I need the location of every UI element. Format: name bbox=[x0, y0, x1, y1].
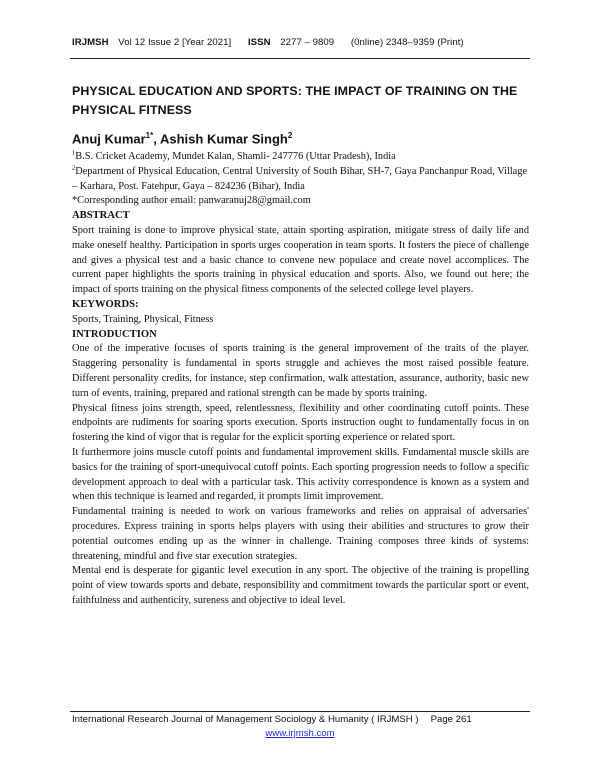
abstract-heading: ABSTRACT bbox=[72, 210, 130, 222]
affiliation-2 bbox=[72, 165, 529, 195]
journal-abbrev: IRJMSH bbox=[72, 37, 109, 48]
title-part-1: PHYSICAL EDUCATION AND SPORTS: bbox=[72, 84, 306, 98]
issn-online-print: (0nline) 2348–9359 (Print) bbox=[350, 37, 464, 48]
author-separator: , bbox=[153, 131, 160, 147]
paper-title bbox=[72, 82, 532, 120]
intro-paragraph-4: Fundamental training is needed to work on various frameworks and relies on appraisal of adversaries' procedures. Express training in sports helps players with using their abilities and structures to grow their potential outcomes ending up as the winner in challenge. Training composes three kinds of systems: threatening, mindful and five star execution strategies. bbox=[72, 506, 529, 562]
introduction-heading: INTRODUCTION bbox=[72, 328, 157, 340]
affiliation-1-mark: 1 bbox=[72, 149, 76, 157]
affiliation-1 bbox=[72, 150, 529, 165]
header-rule bbox=[70, 58, 530, 59]
abstract-text: Sport training is done to improve physical state, attain sporting aspiration, mitigate stress of daily life and make oneself healthy. Participation in sports urges cooperation in team sports. It fosters the piece of challenge and gives a physical test and a basic chance to convene new populace and create novel accomplices. The current paper highlights the sports training in physical education and sports. Also, we found out here; the impact of sports training on the physical fitness components of the selected college level players. bbox=[72, 224, 529, 296]
author-2: Ashish Kumar Singh bbox=[159, 131, 288, 147]
affiliation-2-mark: 2 bbox=[72, 164, 76, 172]
journal-url-link[interactable]: www.irjmsh.com bbox=[265, 728, 335, 739]
running-footer bbox=[72, 714, 532, 725]
footer-rule bbox=[70, 711, 530, 712]
intro-paragraph-3: It furthermore joins muscle cutoff points and fundamental improvement skills. Fundamental muscle skills are basics for the training of sport-unequivocal cutoff points. Each sporting progression needs to follow a specific development approach to deal with a particular task. This activity correspondence is known as a system and when this technique is learned and regarded, it prompts limit improvement. bbox=[72, 446, 529, 503]
author-1: Anuj Kumar bbox=[72, 131, 146, 147]
issn-number: 2277 – 9809 bbox=[280, 37, 335, 48]
affiliation-2-text: Department of Physical Education, Central University of South Bihar, SH-7, Gaya Panchanpur Road, Village – Karhara, Post. Fatehpur, Gaya – 824236 (Bihar), India bbox=[72, 165, 528, 192]
running-header bbox=[72, 37, 542, 48]
issn-label: ISSN bbox=[247, 37, 271, 48]
keywords-heading: KEYWORDS: bbox=[72, 298, 139, 310]
volume-issue: Vol 12 Issue 2 [Year 2021] bbox=[118, 37, 232, 48]
keywords-text: Sports, Training, Physical, Fitness bbox=[72, 313, 214, 325]
intro-paragraph-1: One of the imperative focuses of sports training is the general improvement of the traits of the player. Staggering personality is fundamental in sports struggle and achieves the most raised possible feature. Different personality credits, for instance, step confirmation, walk attestation, assurance, authority, basic new turn of events, training, prepared and rational strength can be made by sports training. bbox=[72, 343, 529, 399]
title-part-2: THE IMPACT OF TRAINING ON THE PHYSICAL FITNESS bbox=[72, 84, 518, 117]
intro-paragraph-2: Physical fitness joins strength, speed, relentlessness, flexibility and other coordinating cutoff points. These endpoints are rudiments for soaring sports execution. Sports instruction ought to fundamentally focus in on fostering the kind of vigor that is regular for the explicit sporting experience or related sport. bbox=[72, 402, 529, 444]
corresponding-author: *Corresponding author email: panwaranuj28@gmail.com bbox=[72, 195, 311, 207]
author-1-mark: 1* bbox=[145, 131, 154, 140]
intro-paragraph-5: Mental end is desperate for gigantic level execution in any sport. The objective of the training is propelling point of view towards sports and debate, responsibility and commitment towards the particular sport or event, faithfulness and authenticity, sureness and objective to ideal level. bbox=[72, 565, 529, 606]
affiliation-1-text: B.S. Cricket Academy, Mundet Kalan, Shamli- 247776 (Uttar Pradesh), India bbox=[75, 151, 396, 162]
author-line bbox=[72, 131, 292, 146]
author-2-mark: 2 bbox=[287, 131, 293, 140]
paper-body bbox=[72, 150, 529, 609]
page-number: Page 261 bbox=[430, 714, 472, 725]
footer-journal-name: International Research Journal of Management Sociology & Humanity ( IRJMSH ) bbox=[72, 714, 419, 725]
